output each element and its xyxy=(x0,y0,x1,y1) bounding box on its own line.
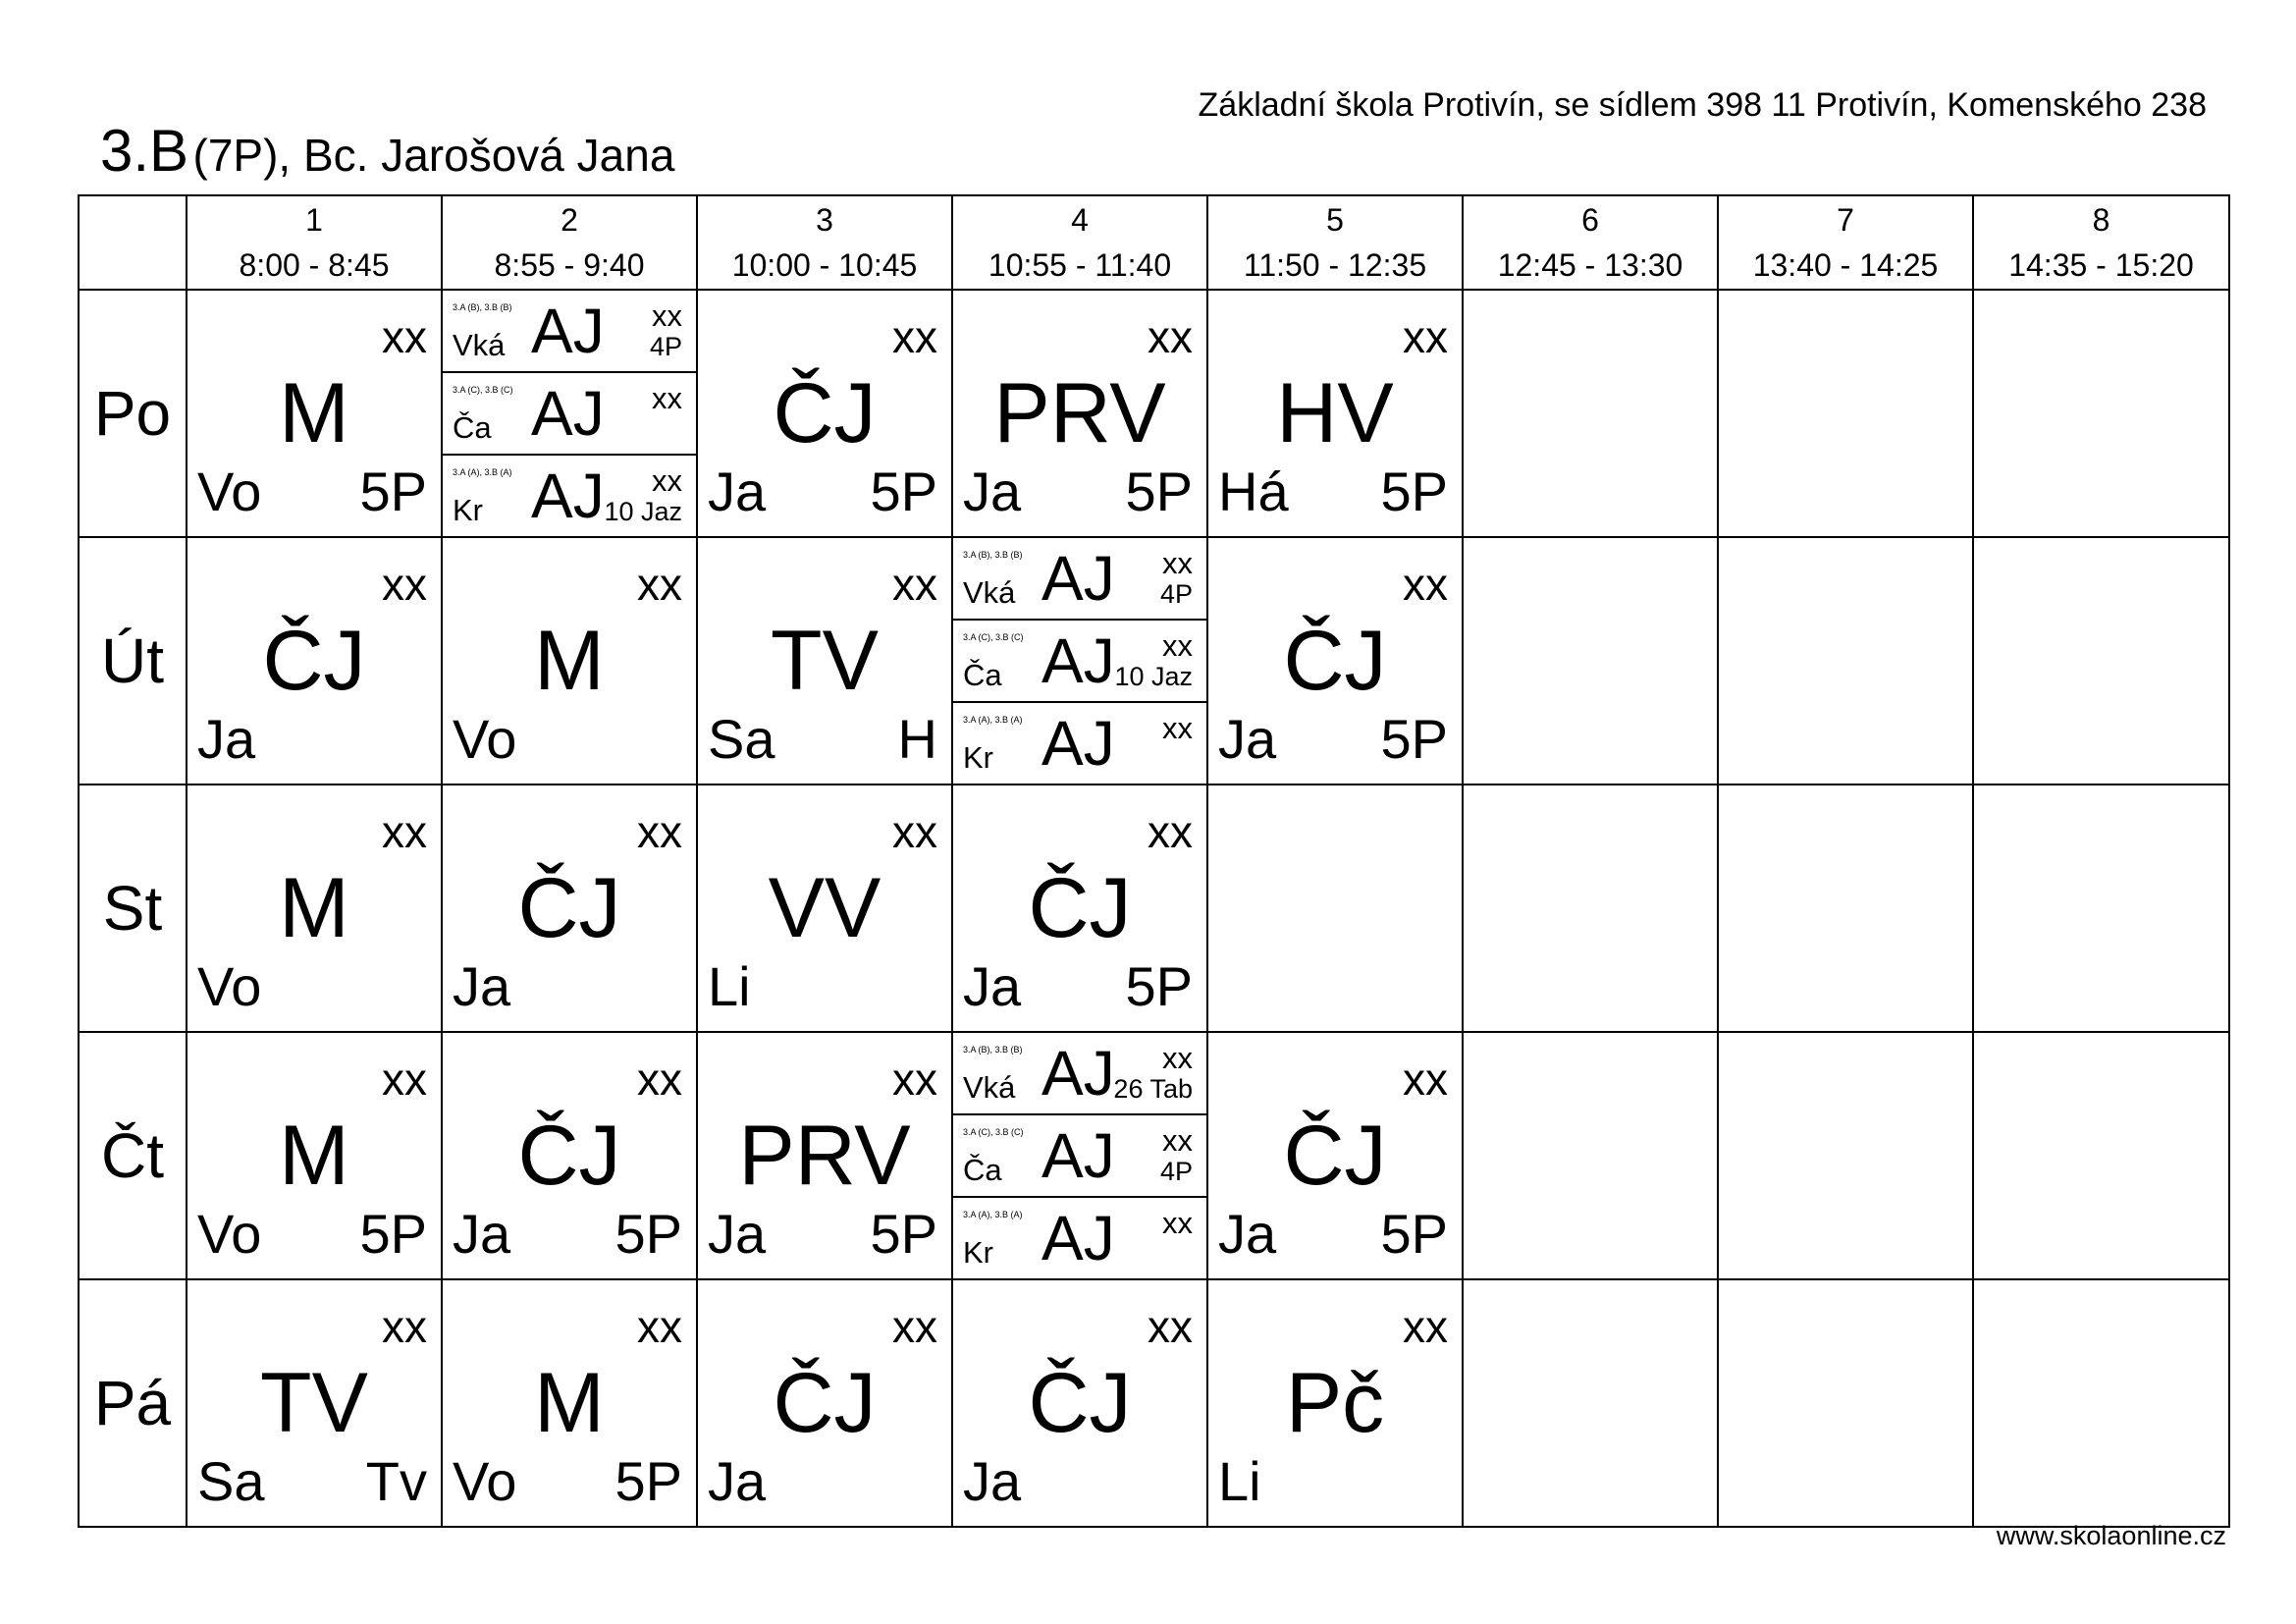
day-row xyxy=(79,537,2229,785)
group-room: 4P xyxy=(649,332,682,361)
period-time: 10:00 - 10:45 xyxy=(731,247,918,283)
lesson-room: H xyxy=(897,708,937,770)
lesson-cell xyxy=(187,1033,441,1278)
lesson-teacher: Há xyxy=(1218,460,1289,522)
group-lessons xyxy=(953,538,1206,784)
day-label: Po xyxy=(79,290,187,537)
period-header-row xyxy=(79,195,2229,290)
lesson-cell xyxy=(443,785,696,1031)
group-room: 4P xyxy=(1159,579,1193,609)
lesson-teacher: Sa xyxy=(708,708,775,770)
lesson-cell xyxy=(698,1280,951,1526)
lesson-room: 5P xyxy=(614,1203,682,1265)
group-teacher: Kr xyxy=(963,740,993,775)
group-teacher: Ča xyxy=(963,1153,1002,1187)
period-header xyxy=(187,195,442,290)
lesson-cell xyxy=(698,1033,951,1278)
period-header xyxy=(952,195,1207,290)
lesson-teacher: Li xyxy=(708,955,751,1017)
lesson-teacher: Ja xyxy=(197,708,256,770)
period-number: 7 xyxy=(1837,202,1854,238)
lesson-slot xyxy=(952,1279,1207,1527)
lesson-teacher: Ja xyxy=(708,460,767,522)
period-header xyxy=(1207,195,1463,290)
period-time: 8:55 - 9:40 xyxy=(494,247,645,283)
lesson-slot xyxy=(187,1032,442,1279)
lesson-teacher: Ja xyxy=(453,955,511,1017)
lesson-slot xyxy=(187,785,442,1032)
lesson-teacher: Vo xyxy=(453,1450,517,1512)
lesson-mark: xx xyxy=(1148,311,1193,362)
lesson-teacher: Vo xyxy=(453,708,517,770)
group-mark: xx xyxy=(1162,1041,1193,1075)
group-label: 3.A (A), 3.B (A) xyxy=(963,1210,1023,1219)
lesson-cell xyxy=(443,1033,696,1278)
group-subject: AJ xyxy=(1041,1120,1115,1191)
lesson-cell xyxy=(187,1280,441,1526)
lesson-cell xyxy=(1208,538,1462,784)
lesson-slot xyxy=(952,1032,1207,1279)
group-mark: xx xyxy=(1162,711,1193,745)
lesson-room: 5P xyxy=(1380,1203,1448,1265)
lesson-slot xyxy=(442,1279,697,1527)
day-row xyxy=(79,290,2229,537)
lesson-subject: M xyxy=(534,614,605,708)
group-lessons xyxy=(443,291,696,536)
lesson-subject: HV xyxy=(1276,366,1394,460)
day-label: Út xyxy=(79,537,187,785)
period-time: 13:40 - 14:25 xyxy=(1752,247,1939,283)
lesson-subject: TV xyxy=(771,614,879,708)
group-subject: AJ xyxy=(1041,1203,1115,1273)
period-header xyxy=(697,195,952,290)
lesson-slot xyxy=(1207,290,1463,537)
lesson-subject: ČJ xyxy=(1028,861,1132,955)
group-room: 10 Jaz xyxy=(604,497,682,526)
group-lesson xyxy=(953,1033,1206,1113)
group-label: 3.A (C), 3.B (C) xyxy=(963,632,1024,642)
empty-slot xyxy=(1463,1032,1718,1279)
lesson-slot xyxy=(187,537,442,785)
period-number: 5 xyxy=(1326,202,1344,238)
empty-slot xyxy=(1973,537,2229,785)
lesson-subject: VV xyxy=(768,861,881,955)
lesson-teacher: Vo xyxy=(197,1203,262,1265)
group-label: 3.A (C), 3.B (C) xyxy=(963,1127,1024,1137)
school-name: Základní škola Protivín, se sídlem 398 11 Protivín, Komenského 238 xyxy=(1198,86,2207,124)
lesson-cell xyxy=(187,538,441,784)
group-lesson xyxy=(953,701,1206,784)
lesson-cell xyxy=(953,291,1206,536)
lesson-subject: M xyxy=(279,861,349,955)
lesson-subject: M xyxy=(279,366,349,460)
lesson-mark: xx xyxy=(892,559,937,610)
lesson-slot xyxy=(952,290,1207,537)
group-mark: xx xyxy=(652,381,682,415)
lesson-slot xyxy=(697,1279,952,1527)
lesson-subject: ČJ xyxy=(517,1109,621,1203)
day-label: St xyxy=(79,785,187,1032)
group-room: 4P xyxy=(1159,1157,1193,1186)
group-lesson xyxy=(443,371,696,454)
period-number: 3 xyxy=(816,202,833,238)
group-subject: AJ xyxy=(1041,708,1115,779)
lesson-cell xyxy=(1208,291,1462,536)
period-number: 6 xyxy=(1581,202,1599,238)
lesson-teacher: Li xyxy=(1218,1450,1261,1512)
lesson-cell xyxy=(1208,1033,1462,1278)
empty-slot xyxy=(1463,537,1718,785)
lesson-slot xyxy=(442,290,697,537)
empty-slot xyxy=(1973,290,2229,537)
lesson-mark: xx xyxy=(1403,1054,1448,1105)
lesson-mark: xx xyxy=(382,559,427,610)
lesson-teacher: Ja xyxy=(1218,1203,1277,1265)
empty-slot xyxy=(1718,1032,1973,1279)
lesson-teacher: Ja xyxy=(708,1203,767,1265)
group-subject: AJ xyxy=(531,296,605,366)
lesson-mark: xx xyxy=(382,1301,427,1352)
lesson-slot xyxy=(952,537,1207,785)
group-label: 3.A (B), 3.B (B) xyxy=(963,550,1023,560)
timetable-title xyxy=(100,118,675,184)
empty-slot xyxy=(1973,785,2229,1032)
group-teacher: Vká xyxy=(963,1070,1016,1105)
group-teacher: Kr xyxy=(963,1235,993,1270)
period-number: 4 xyxy=(1071,202,1089,238)
group-mark: xx xyxy=(652,463,682,498)
group-label: 3.A (C), 3.B (C) xyxy=(453,385,513,395)
lesson-room: 5P xyxy=(359,1203,427,1265)
lesson-cell xyxy=(698,291,951,536)
lesson-subject: M xyxy=(534,1356,605,1450)
lesson-mark: xx xyxy=(1403,311,1448,362)
empty-slot xyxy=(1973,1279,2229,1527)
lesson-cell xyxy=(187,291,441,536)
footer-link[interactable]: www.skolaonline.cz xyxy=(1996,1521,2226,1550)
group-lesson xyxy=(953,1113,1206,1196)
period-time: 11:50 - 12:35 xyxy=(1243,247,1427,283)
group-lesson xyxy=(443,454,696,536)
lesson-teacher: Ja xyxy=(453,1203,511,1265)
lesson-teacher: Vo xyxy=(197,955,262,1017)
lesson-slot xyxy=(697,1032,952,1279)
period-time: 10:55 - 11:40 xyxy=(988,247,1172,283)
lesson-teacher: Ja xyxy=(963,460,1022,522)
empty-slot xyxy=(1718,290,1973,537)
lesson-room: 5P xyxy=(870,460,937,522)
lesson-subject: TV xyxy=(260,1356,368,1450)
lesson-subject: ČJ xyxy=(262,614,366,708)
lesson-cell xyxy=(953,785,1206,1031)
lesson-room: 5P xyxy=(1380,460,1448,522)
lesson-slot xyxy=(952,785,1207,1032)
lesson-subject: PRV xyxy=(993,366,1166,460)
lesson-mark: xx xyxy=(382,311,427,362)
period-time: 14:35 - 15:20 xyxy=(2008,247,2194,283)
group-mark: xx xyxy=(652,298,682,333)
empty-slot xyxy=(1718,785,1973,1032)
lesson-cell xyxy=(698,538,951,784)
lesson-cell xyxy=(953,1280,1206,1526)
lesson-slot xyxy=(697,785,952,1032)
group-subject: AJ xyxy=(531,460,605,531)
lesson-subject: ČJ xyxy=(517,861,621,955)
empty-slot xyxy=(1463,290,1718,537)
lesson-slot xyxy=(697,537,952,785)
lesson-slot xyxy=(187,290,442,537)
lesson-mark: xx xyxy=(1148,1301,1193,1352)
lesson-cell xyxy=(443,1280,696,1526)
group-label: 3.A (A), 3.B (A) xyxy=(963,715,1023,725)
group-lesson xyxy=(953,1196,1206,1278)
group-mark: xx xyxy=(1162,546,1193,580)
group-lessons xyxy=(953,1033,1206,1278)
lesson-slot xyxy=(442,785,697,1032)
group-subject: AJ xyxy=(1041,1038,1115,1109)
group-label: 3.A (B), 3.B (B) xyxy=(963,1045,1023,1055)
lesson-room: 5P xyxy=(614,1450,682,1512)
group-teacher: Vká xyxy=(963,575,1016,610)
group-room: 26 Tab xyxy=(1113,1074,1193,1104)
group-room: 10 Jaz xyxy=(1114,662,1193,691)
lesson-mark: xx xyxy=(382,806,427,857)
empty-slot xyxy=(1718,1279,1973,1527)
period-header xyxy=(1973,195,2229,290)
day-label: Pá xyxy=(79,1279,187,1527)
lesson-room: 5P xyxy=(1380,708,1448,770)
lesson-mark: xx xyxy=(637,1054,682,1105)
day-row xyxy=(79,1032,2229,1279)
lesson-subject: ČJ xyxy=(773,366,877,460)
day-row xyxy=(79,1279,2229,1527)
lesson-room: 5P xyxy=(870,1203,937,1265)
group-label: 3.A (A), 3.B (A) xyxy=(453,467,512,477)
lesson-subject: PRV xyxy=(738,1109,911,1203)
group-mark: xx xyxy=(1162,1123,1193,1158)
lesson-slot xyxy=(697,290,952,537)
lesson-mark: xx xyxy=(382,1054,427,1105)
group-lesson xyxy=(953,619,1206,701)
lesson-teacher: Ja xyxy=(963,955,1022,1017)
group-mark: xx xyxy=(1162,1206,1193,1240)
lesson-mark: xx xyxy=(637,559,682,610)
lesson-subject: ČJ xyxy=(1028,1356,1132,1450)
lesson-mark: xx xyxy=(892,806,937,857)
lesson-cell xyxy=(187,785,441,1031)
lesson-subject: ČJ xyxy=(1283,1109,1387,1203)
lesson-mark: xx xyxy=(1403,559,1448,610)
group-label: 3.A (B), 3.B (B) xyxy=(453,302,512,312)
lesson-cell xyxy=(1208,1280,1462,1526)
group-teacher: Ča xyxy=(963,658,1002,692)
lesson-room: Tv xyxy=(365,1450,427,1512)
group-lesson xyxy=(953,538,1206,619)
group-subject: AJ xyxy=(1041,625,1115,696)
period-time: 8:00 - 8:45 xyxy=(239,247,390,283)
group-subject: AJ xyxy=(1041,543,1115,614)
lesson-slot xyxy=(1207,1032,1463,1279)
lesson-cell xyxy=(698,785,951,1031)
lesson-mark: xx xyxy=(1148,806,1193,857)
group-mark: xx xyxy=(1162,628,1193,663)
lesson-mark: xx xyxy=(892,1054,937,1105)
period-header xyxy=(1718,195,1973,290)
group-teacher: Kr xyxy=(453,493,483,527)
lesson-teacher: Vo xyxy=(197,460,262,522)
period-number: 1 xyxy=(305,202,323,238)
lesson-cell xyxy=(443,538,696,784)
lesson-subject: ČJ xyxy=(1283,614,1387,708)
period-time: 12:45 - 13:30 xyxy=(1497,247,1683,283)
group-teacher: Vká xyxy=(453,328,506,362)
period-header xyxy=(442,195,697,290)
day-label: Čt xyxy=(79,1032,187,1279)
day-row xyxy=(79,785,2229,1032)
lesson-teacher: Ja xyxy=(708,1450,767,1512)
period-number: 8 xyxy=(2092,202,2110,238)
lesson-room: 5P xyxy=(359,460,427,522)
corner-cell xyxy=(79,195,187,290)
lesson-slot xyxy=(442,537,697,785)
lesson-mark: xx xyxy=(637,806,682,857)
empty-slot xyxy=(1207,785,1463,1032)
group-teacher: Ča xyxy=(453,410,492,445)
lesson-slot xyxy=(187,1279,442,1527)
lesson-subject: Pč xyxy=(1285,1356,1385,1450)
lesson-teacher: Ja xyxy=(1218,708,1277,770)
lesson-mark: xx xyxy=(892,1301,937,1352)
lesson-room: 5P xyxy=(1125,460,1193,522)
lesson-subject: ČJ xyxy=(773,1356,877,1450)
timetable xyxy=(78,194,2230,1528)
period-number: 2 xyxy=(561,202,578,238)
empty-slot xyxy=(1718,537,1973,785)
lesson-teacher: Ja xyxy=(963,1450,1022,1512)
lesson-slot xyxy=(1207,537,1463,785)
lesson-slot xyxy=(442,1032,697,1279)
period-header xyxy=(1463,195,1718,290)
lesson-teacher: Sa xyxy=(197,1450,265,1512)
class-name: 3.B xyxy=(100,118,189,184)
lesson-slot xyxy=(1207,1279,1463,1527)
lesson-mark: xx xyxy=(1403,1301,1448,1352)
lesson-mark: xx xyxy=(892,311,937,362)
class-info: (7P), Bc. Jarošová Jana xyxy=(192,130,675,181)
group-lesson xyxy=(443,291,696,371)
lesson-subject: M xyxy=(279,1109,349,1203)
empty-slot xyxy=(1463,785,1718,1032)
lesson-mark: xx xyxy=(637,1301,682,1352)
group-subject: AJ xyxy=(531,378,605,449)
lesson-room: 5P xyxy=(1125,955,1193,1017)
empty-slot xyxy=(1973,1032,2229,1279)
empty-slot xyxy=(1463,1279,1718,1527)
